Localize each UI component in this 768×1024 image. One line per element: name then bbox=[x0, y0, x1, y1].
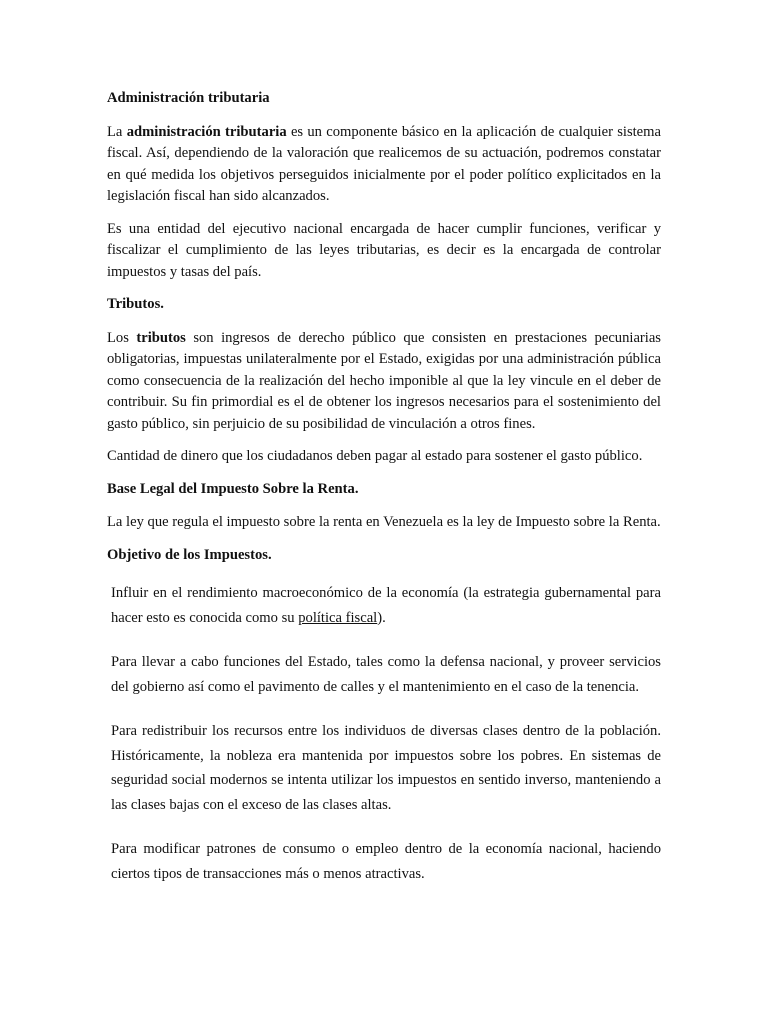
bold-term-tributos: tributos bbox=[136, 329, 186, 346]
heading-tributos: Tributos. bbox=[107, 296, 164, 312]
paragraph-administracion-entidad: Es una entidad del ejecutivo nacional encargada de hacer cumplir funciones, verificar y fiscalizar el cumplimiento de las leyes tributarias, es decir es la encargada de controlar impuestos y tasas del país. bbox=[107, 220, 661, 280]
paragraph-administracion-definition bbox=[107, 122, 661, 208]
objective-text: Influir en el rendimiento macroeconómico de la economía (la estrategia gubernamental para hacer esto es conocida como su bbox=[111, 585, 661, 626]
paragraph-body: son ingresos de derecho público que consisten en prestaciones pecuniarias obligatorias, impuestas unilateralmente por el Estado, exigidas por una administración pública como consecuencia de la realización del hecho imponible al que la ley vincule en el deber de contribuir. Su fin primordial es el de obtener los ingresos necesarios para el sostenimiento del gasto público, sin perjuicio de su posibilidad de vinculación a otros fines. bbox=[107, 329, 661, 432]
heading-administracion-tributaria: Administración tributaria bbox=[107, 90, 270, 106]
paragraph-tributos-cantidad: Cantidad de dinero que los ciudadanos deben pagar al estado para sostener el gasto público. bbox=[107, 448, 643, 464]
objective-item: Para modificar patrones de consumo o empleo dentro de la economía nacional, haciendo ciertos tipos de transacciones más o menos atractivas. bbox=[111, 841, 661, 882]
objective-item: Para redistribuir los recursos entre los individuos de diversas clases dentro de la población. Históricamente, la nobleza era mantenida por impuestos sobre los pobres. En sistemas de seguridad social modernos se intenta utilizar los impuestos en sentido inverso, manteniendo a las clases bajas con el exceso de las clases altas. bbox=[111, 723, 661, 813]
document-content bbox=[107, 88, 661, 906]
bold-term-administracion-tributaria: administración tributaria bbox=[126, 123, 287, 140]
heading-base-legal: Base Legal del Impuesto Sobre la Renta. bbox=[107, 480, 359, 497]
objective-item bbox=[111, 581, 661, 630]
paragraph-prefix: Los bbox=[107, 329, 129, 346]
objective-item: Para llevar a cabo funciones del Estado, tales como la defensa nacional, y proveer servicios del gobierno así como el pavimento de calles y el mantenimiento en el caso de la tenencia. bbox=[111, 654, 661, 695]
paragraph-prefix: La bbox=[107, 123, 123, 140]
objectives-list bbox=[111, 581, 661, 886]
paragraph-body: es un componente básico en la aplicación de cualquier sistema fiscal. Así, dependiendo de la valoración que realicemos de su actuación, podremos constatar en qué medida los objetivos perseguidos inicialmente por el poder político explicitados en la legislación fiscal han sido alcanzados. bbox=[107, 123, 661, 204]
paragraph-base-legal: La ley que regula el impuesto sobre la renta en Venezuela es la ley de Impuesto sobre la Renta. bbox=[107, 514, 661, 530]
paragraph-tributos-definition bbox=[107, 328, 661, 436]
politica-fiscal-link[interactable]: política fiscal bbox=[298, 609, 378, 626]
heading-objetivo-impuestos: Objetivo de los Impuestos. bbox=[107, 546, 272, 563]
objective-text-end: ). bbox=[377, 609, 386, 626]
